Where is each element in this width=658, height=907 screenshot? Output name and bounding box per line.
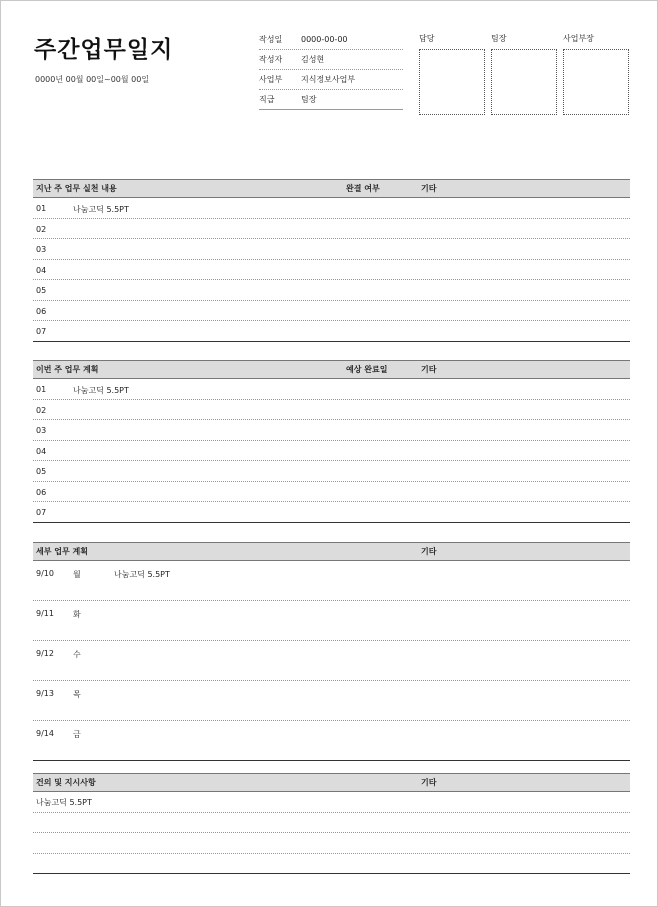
- day-row: [33, 641, 630, 681]
- info-row-date: [259, 30, 403, 50]
- info-value: 0000-00-00: [301, 35, 348, 44]
- task-list: [33, 379, 630, 523]
- column-header-status: 완결 여부: [346, 184, 380, 193]
- row-number: 01: [36, 204, 47, 213]
- section-suggestions: [33, 773, 630, 874]
- day-date: 9/11: [36, 609, 54, 618]
- row-number: 06: [36, 487, 47, 497]
- day-row: [33, 601, 630, 641]
- row-text: 나눔고딕 5.5PT: [73, 386, 129, 395]
- row-number: 07: [36, 327, 47, 336]
- table-row: [33, 502, 630, 523]
- table-row: [33, 260, 630, 281]
- note-text: 나눔고딕 5.5PT: [36, 798, 92, 807]
- info-row-author: [259, 50, 403, 70]
- table-row: [33, 239, 630, 260]
- day-row: [33, 681, 630, 721]
- table-row: [33, 280, 630, 301]
- table-row: [33, 198, 630, 219]
- note-row: [33, 854, 630, 875]
- row-number: 02: [36, 224, 47, 234]
- note-row: [33, 813, 630, 834]
- row-number: 03: [36, 245, 47, 254]
- signature-box: [563, 49, 629, 115]
- row-number: 04: [36, 446, 47, 456]
- table-row: [33, 420, 630, 441]
- row-number: 01: [36, 385, 47, 394]
- column-header-etc: 기타: [421, 778, 437, 787]
- row-text: 나눔고딕 5.5PT: [73, 205, 129, 214]
- notes-list: [33, 792, 630, 874]
- row-number: 06: [36, 306, 47, 316]
- table-row: [33, 321, 630, 342]
- section-header: [33, 179, 630, 198]
- day-weekday: 목: [73, 690, 81, 699]
- section-title: 지난 주 업무 실천 내용: [36, 184, 117, 193]
- column-header-due-date: 예상 완료일: [346, 365, 388, 374]
- table-row: [33, 400, 630, 421]
- approval-label: 담당: [419, 34, 435, 43]
- section-header: [33, 360, 630, 379]
- section-title: 세부 업무 계획: [36, 547, 88, 556]
- approval-division-head: [563, 34, 629, 115]
- info-label: 작성자: [259, 55, 283, 64]
- column-header-etc: 기타: [421, 365, 437, 374]
- day-date: 9/12: [36, 649, 54, 658]
- document-title: 주간업무일지: [34, 37, 174, 63]
- table-row: [33, 482, 630, 503]
- daily-plan-list: [33, 561, 630, 761]
- info-value: 지식정보사업부: [301, 75, 356, 84]
- section-title: 이번 주 업무 계획: [36, 365, 99, 374]
- row-number: 05: [36, 286, 47, 295]
- column-header-etc: 기타: [421, 547, 437, 556]
- approval-team-lead: [491, 34, 557, 115]
- day-weekday: 금: [73, 730, 81, 739]
- table-row: [33, 461, 630, 482]
- info-label: 사업부: [259, 75, 283, 84]
- info-label: 작성일: [259, 35, 283, 44]
- approval-label: 사업부장: [563, 34, 594, 43]
- day-weekday: 월: [73, 570, 81, 579]
- section-detail-plan: [33, 542, 630, 761]
- row-number: 03: [36, 426, 47, 435]
- day-weekday: 수: [73, 650, 81, 659]
- table-row: [33, 301, 630, 322]
- row-number: 02: [36, 405, 47, 415]
- approval-label: 팀장: [491, 34, 507, 43]
- info-value: 김성현: [301, 55, 325, 64]
- day-date: 9/13: [36, 689, 54, 698]
- report-period: 0000년 00월 00일~00월 00일: [35, 75, 150, 84]
- row-number: 05: [36, 467, 47, 476]
- day-text: 나눔고딕 5.5PT: [114, 570, 170, 579]
- table-row: [33, 219, 630, 240]
- day-row: [33, 721, 630, 761]
- row-number: 04: [36, 265, 47, 275]
- note-row: [33, 833, 630, 854]
- column-header-etc: 기타: [421, 184, 437, 193]
- info-table: [259, 30, 403, 110]
- signature-box: [419, 49, 485, 115]
- signature-box: [491, 49, 557, 115]
- section-header: [33, 542, 630, 561]
- day-date: 9/14: [36, 729, 54, 738]
- info-value: 팀장: [301, 95, 317, 104]
- table-row: [33, 441, 630, 462]
- table-row: [33, 379, 630, 400]
- info-row-position: [259, 90, 403, 110]
- note-row: [33, 792, 630, 813]
- approval-staff: [419, 34, 485, 115]
- info-label: 직급: [259, 95, 275, 104]
- day-row: [33, 561, 630, 601]
- info-row-division: [259, 70, 403, 90]
- row-number: 07: [36, 508, 47, 517]
- day-date: 9/10: [36, 569, 54, 578]
- section-header: [33, 773, 630, 792]
- day-weekday: 화: [73, 610, 81, 619]
- task-list: [33, 198, 630, 342]
- section-last-week: [33, 179, 630, 342]
- section-this-week: [33, 360, 630, 523]
- section-title: 건의 및 지시사항: [36, 778, 96, 787]
